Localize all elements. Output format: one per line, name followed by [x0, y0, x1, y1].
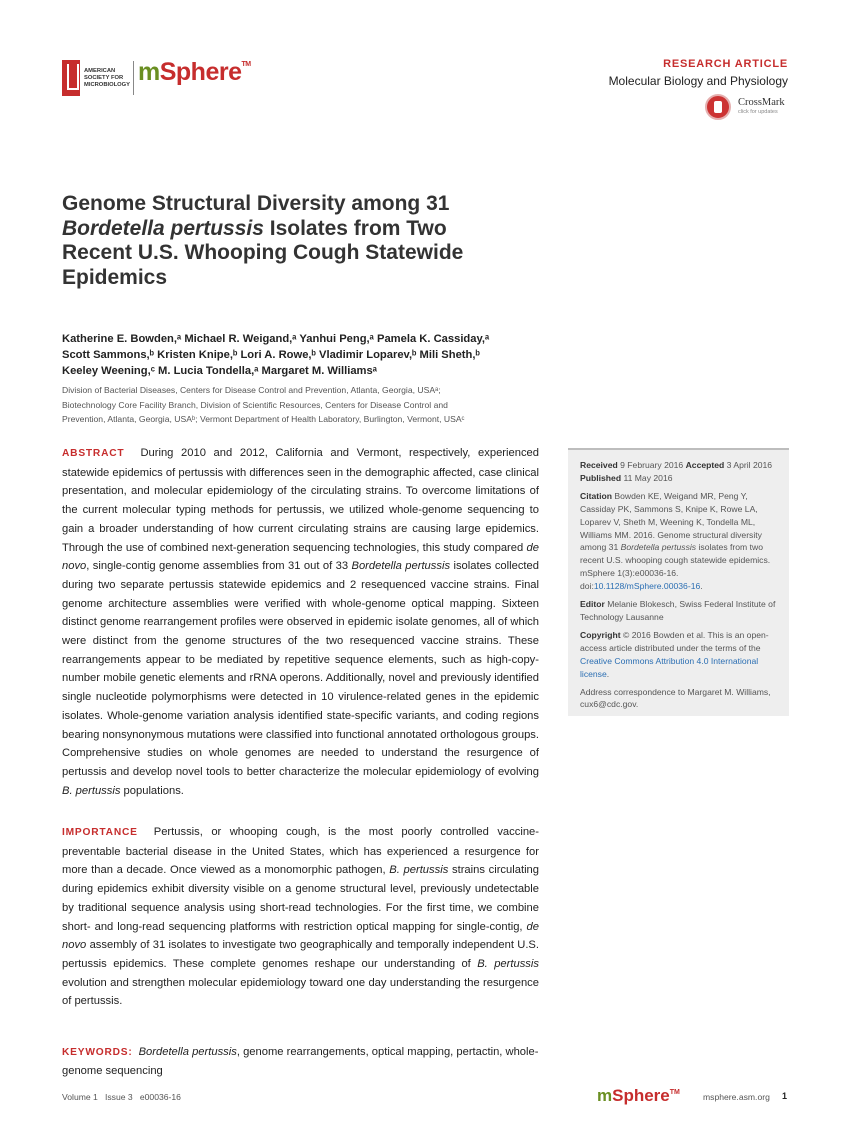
logo-divider — [133, 61, 134, 95]
citation-block: Citation Bowden KE, Weigand MR, Peng Y, Cassiday PK, Sammons S, Knipe K, Rowe LA, Loparev V, Sheth M, Weening K, Tondella ML, Williams MM. 2016. Genome structural diversity among 31 Bordetella pertussis isolates from two recent U.S. whooping cough statewide epidemics. mSphere 1(3):e00036-16. doi:10.1128/mSphere.00036-16. — [580, 490, 771, 592]
author-list: Katherine E. Bowden,ᵃ Michael R. Weigand,ᵃ Yanhui Peng,ᵃ Pamela K. Cassiday,ᵃ Scott Sammons,ᵇ Kristen Knipe,ᵇ Lori A. Rowe,ᵇ Vladimir Loparev,ᵇ Mili Sheth,ᵇ Keeley Weening,ᶜ M. Lucia Tondella,ᵃ Margaret M. Williamsᵃ — [62, 333, 490, 377]
keywords: KEYWORDS: Bordetella pertussis, genome rearrangements, optical mapping, pertactin, whole-genome sequencing — [62, 1046, 539, 1078]
importance-label: IMPORTANCE — [62, 827, 138, 838]
asm-logo-text: AMERICAN SOCIETY FOR MICROBIOLOGY — [84, 68, 131, 88]
asm-logo-mark-icon — [62, 60, 80, 96]
article-title: Genome Structural Diversity among 31 Bordetella pertussis Isolates from Two Recent U.S. Whooping Cough Statewide Epidemics — [62, 192, 464, 289]
doi-link[interactable]: 10.1128/mSphere.00036-16 — [593, 581, 701, 592]
crossmark-badge[interactable]: CrossMark click for updates — [705, 94, 795, 124]
crossmark-icon — [705, 94, 731, 120]
article-type-label: RESEARCH ARTICLE — [663, 58, 788, 70]
article-section-label: Molecular Biology and Physiology — [608, 74, 788, 88]
affiliations: Division of Bacterial Diseases, Centers for Disease Control and Prevention, Atlanta, Georgia, USAᵃ; Biotechnology Core Facility Branch, Division of Scientific Resources, Centers for Disease Control and Prevention, Atlanta, Georgia, USAᵇ; Vermont Department of Health Laboratory, Burlington, Vermont, USAᶜ — [62, 385, 465, 425]
msphere-logo: mSphere™ — [138, 58, 251, 86]
editor-block: Editor Melanie Blokesch, Swiss Federal Institute of Technology Lausanne — [580, 599, 776, 622]
footer-msphere-logo: mSphere™ — [597, 1086, 680, 1105]
copyright-block: Copyright © 2016 Bowden et al. This is an open-access article distributed under the terms of the Creative Commons Attribution 4.0 International license. — [580, 629, 769, 679]
article-info-sidebar — [568, 448, 789, 716]
footer-volume-info: Volume 1 Issue 3 e00036-16 — [62, 1092, 181, 1102]
footer-url-link[interactable]: msphere.asm.org — [703, 1092, 770, 1102]
asm-logo — [62, 60, 132, 98]
abstract-label: ABSTRACT — [62, 448, 125, 459]
importance-paragraph: IMPORTANCE Pertussis, or whooping cough, is the most poorly controlled vaccine-preventable bacterial disease in the United States, which has experienced a resurgence for more than a decade. Once viewed as a monomorphic pathogen, B. pertussis strains circulating during epidemics exhibit diversity visible on a genome structural level, previously undetectable by traditional sequence analysis using short-read technologies. For the first time, we combine short- and long-read sequencing platforms with restriction optical mapping for single-contig, de novo assembly of 31 isolates to investigate two geographically and temporally independent U.S. pertussis epidemics. These complete genomes reshape our understanding of B. pertussis evolution and strengthen molecular epidemiology toward one day understanding the resurgence of pertussis. — [62, 826, 539, 1008]
page-number: 1 — [782, 1091, 788, 1101]
correspondence-block: Address correspondence to Margaret M. Williams, cux6@cdc.gov. — [580, 686, 771, 710]
abstract-paragraph: ABSTRACT During 2010 and 2012, California and Vermont, respectively, experienced statewide epidemics of pertussis with differences seen in the demographic affected, case clinical presentation, and molecular epidemiology of the circulating strains. To overcome limitations of the current molecular typing methods for pertussis, we utilized whole-genome sequencing to gain a broader understanding of how current circulating strains are causing large epidemics. Through the use of combined next-generation sequencing technologies, this study compared de novo, single-contig genome assemblies from 31 out of 33 Bordetella pertussis isolates collected during two separate pertussis statewide epidemics and 2 resequenced vaccine strains. Final genome architecture assemblies were verified with whole-genome optical mapping. Sixteen distinct genome rearrangement profiles were observed in epidemic isolate genomes, all of which were distinct from the genome structures of the two resequenced vaccine strains. These rearrangements appear to be mediated by repetitive sequence elements, such as high-copy-number mobile genetic elements and rRNA operons. Additionally, novel and previously identified single nucleotide polymorphisms were detected in 10 virulence-related genes in the epidemic isolates. Whole-genome variation analysis identified state-specific variants, and coding regions bearing nonsynonymous mutations were classified into functional annotated orthologous groups. Comprehensive studies on whole genomes are needed to understand the resurgence of pertussis and develop novel tools to better characterize the molecular epidemiology of evolving B. pertussis populations. — [62, 447, 540, 797]
license-link[interactable]: Creative Commons Attribution 4.0 International license — [580, 655, 759, 679]
dates-block: Received 9 February 2016 Accepted 3 April 2016 Published 11 May 2016 — [580, 460, 773, 483]
keywords-label: KEYWORDS: — [62, 1047, 133, 1058]
